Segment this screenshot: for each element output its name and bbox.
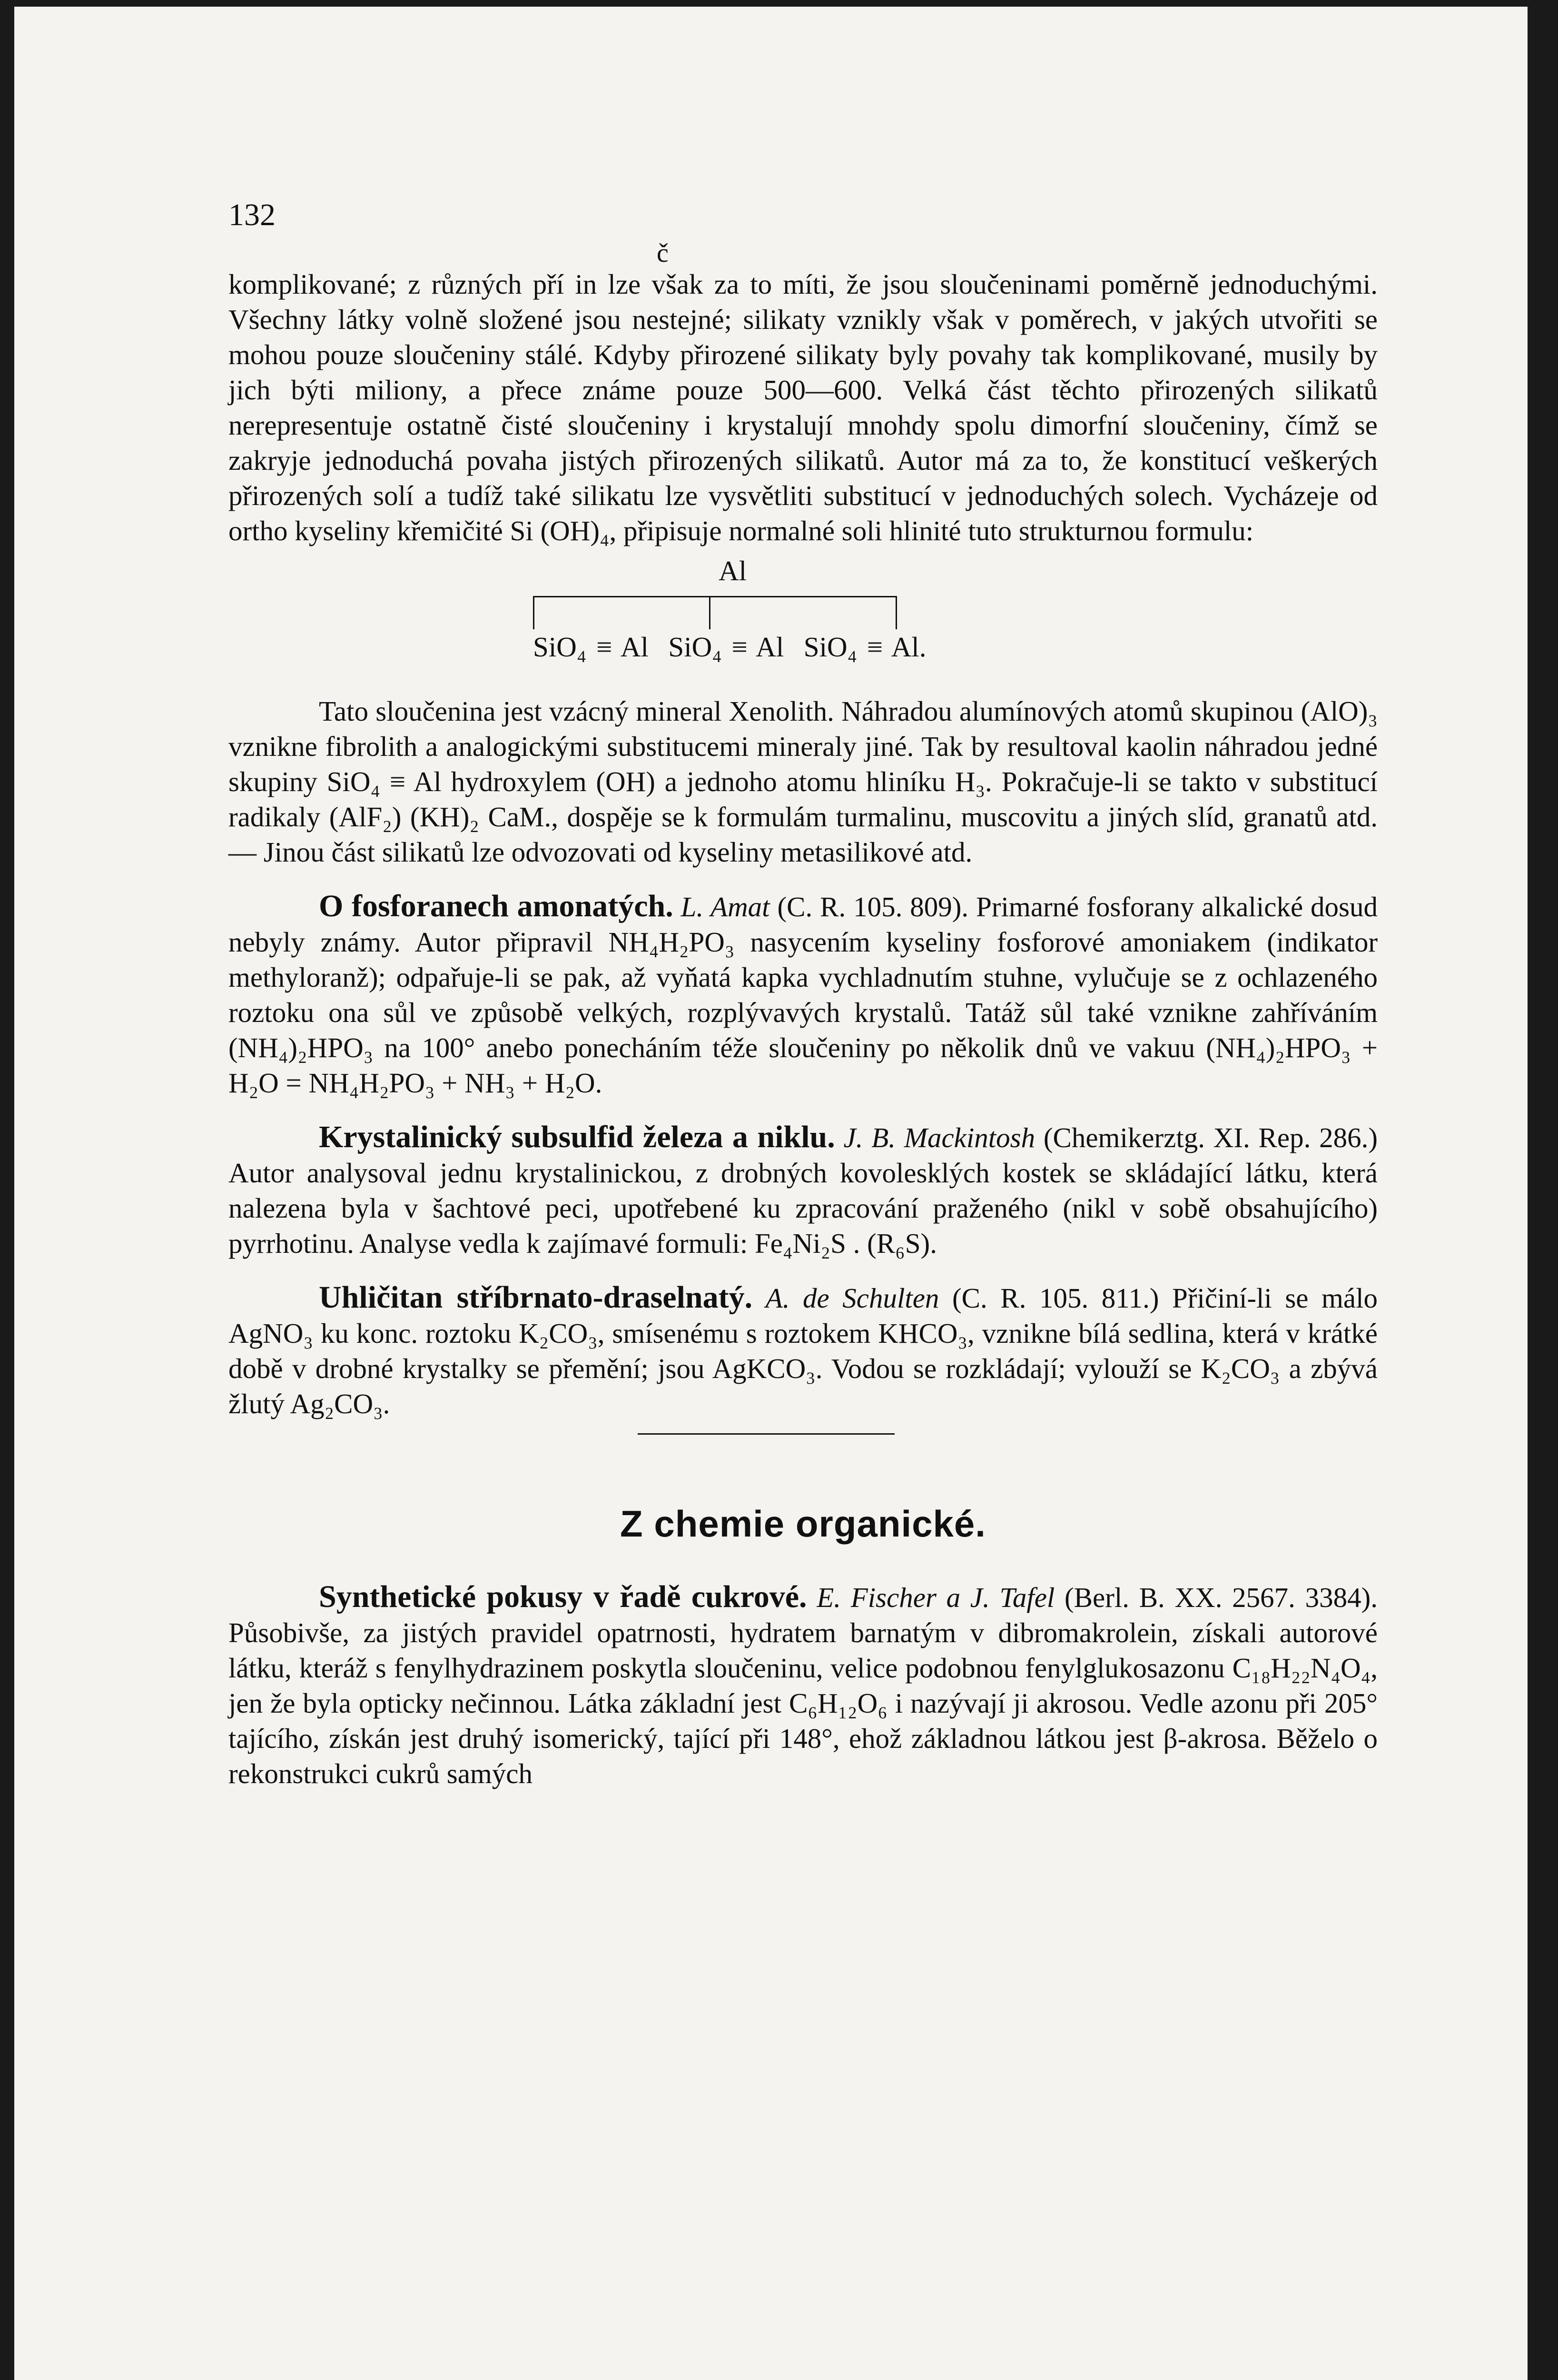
formula-bracket-line [533,596,897,597]
entry-title: Krystalinický subsulfid železa a niklu. [319,1120,835,1154]
section-heading: Z chemie organické. [620,1503,986,1545]
entry-author: A. de Schulten [765,1282,939,1314]
formula-bracket-right [896,596,897,629]
entry-synthetic [228,1579,1378,1791]
accent-mark: č [657,238,669,268]
entry-author: E. Fischer a J. Tafel [817,1582,1055,1613]
formula-bottom-row: SiO₄ ≡ Al SiO₄ ≡ Al SiO₄ ≡ Al. [533,631,927,663]
entry-title: Uhličitan stříbrnato-draselnatý. [319,1280,753,1315]
page-number: 132 [228,198,276,232]
structural-formula [228,553,1378,679]
entry-uhlicitan [228,1280,1378,1421]
entry-title: Synthetické pokusy v řadě cukrové. [319,1579,807,1614]
entry-fosforany [228,889,1378,1101]
formula-bracket-middle [709,596,710,629]
formula-bracket-left [533,596,534,629]
entry-subsulfid [228,1120,1378,1261]
entry-author: L. Amat [680,891,770,922]
entry-body: (Berl. B. XX. 2567. 3384). Působivše, za jistých pravidel opatrnosti, hydratem barnatým v dibromakrolein, získali autorové látku, kteráž s fenylhydrazinem poskytla sloučeninu, velice podobnou fenylglukosazonu C₁₈H₂₂N₄O₄, jen že byla opticky nečinnou. Látka základní jest C₆H₁₂O₆ i nazývají ji akrosou. Vedle azonu při 205° tajícího, získán jest druhý isomerický, tající při 148°, ehož základnou látkou jest β-akrosa. Běželo o rekonstrukci cukrů samých [228,1582,1378,1789]
entry-body: (C. R. 105. 811.) Přičiní-li se málo AgNO₃ ku konc. roztoku K₂CO₃, smísenému s roztokem KHCO₃, vznikne bílá sedlina, která v krátké době v drobné krystalky se přemění; jsou AgKCO₃. Vodou se rozkládají; vylouží se K₂CO₃ a zbývá žlutý Ag₂CO₃. [228,1282,1378,1419]
book-page [14,7,1528,2380]
formula-top-al: Al [719,555,747,586]
paragraph-xenolith: Tato sloučenina jest vzácný mineral Xenolith. Náhradou alumínových atomů skupinou (AlO)₃ vznikne fibrolith a analogickými substitucemi mineraly jiné. Tak by resultoval kaolin náhradou jedné skupiny SiO₄ ≡ Al hydroxylem (OH) a jednoho atomu hliníku H₃. Pokračuje-li se takto v substitucí radikaly (AlF₂) (KH)₂ CaM., dospěje se k formulám turmalinu, muscovitu a jiných slíd, granatů atd. — Jinou část silikatů lze odvozovati od kyseliny metasilikové atd. [228,695,1378,868]
page-text [228,188,1378,1791]
paragraph-silikaty: komplikované; z různých pří in lze však za to míti, že jsou sloučeninami poměrně jednoduchými. Všechny látky volně složené jsou nestejné; silikaty vznikly však v poměrech, v jakých utvořiti se mohou pouze sloučeniny stálé. Kdyby přirozené silikaty byly povahy tak komplikované, musily by jich býti miliony, a přece známe pouze 500—600. Velká část těchto přirozených silikatů nerepresentuje ostatně čisté sloučeniny i krystalují mnohdy spolu dimorfní sloučeniny, čímž se zakryje jednoduchá povaha jistých přirozených silikatů. Autor má za to, že konstitucí veškerých přirozených solí a tudíž také silikatu lze vysvětliti substitucí v jednoduchých solech. Vycházeje od ortho kyseliny křemičité Si (OH)₄, připisuje normalné soli hlinité tuto strukturnou formulu: [228,268,1378,546]
entry-title: O fosforanech amonatých. [319,889,673,923]
entry-body: (Chemikerztg. XI. Rep. 286.) Autor analysoval jednu krystalinickou, z drobných kovolesklých kostek se skládající látku, která nalezena byla v šachtové peci, upotřebené ku zpracování praženého (nikl v sobě obsahujícího) pyrrhotinu. Analyse vedla k zajímavé formuli: Fe₄Ni₂S . (R₆S). [228,1122,1378,1259]
section-divider [638,1433,895,1435]
entry-author: J. B. Mackintosh [843,1122,1035,1153]
entry-body: (C. R. 105. 809). Primarné fosforany alkalické dosud nebyly známy. Autor připravil NH₄H₂PO₃ nasycením kyseliny fosforové amoniakem (indikator methyloranž); odpařuje-li se pak, až vyňatá kapka vychladnutím stuhne, vylučuje se z ochlazeného roztoku ona sůl ve způsobě velkých, rozplývavých krystalů. Tatáž sůl také vznikne zahříváním (NH₄)₂HPO₃ na 100° anebo ponecháním téže sloučeniny po několik dnů ve vakuu (NH₄)₂HPO₃ + H₂O = NH₄H₂PO₃ + NH₃ + H₂O. [228,891,1378,1099]
